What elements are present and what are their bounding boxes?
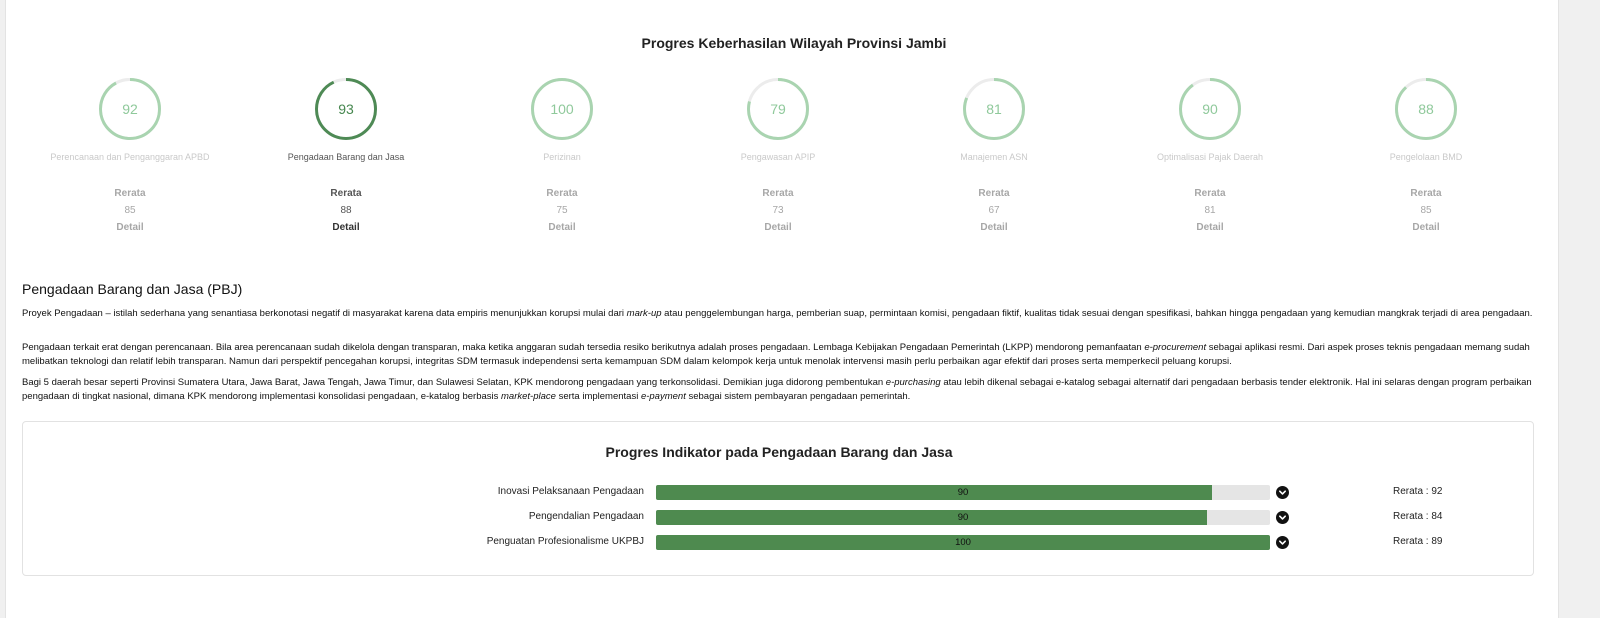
indicator-row: [23, 534, 1535, 550]
card-name: Perizinan: [543, 152, 581, 162]
ring-score: 100: [550, 101, 574, 117]
ring-score: 81: [986, 101, 1002, 117]
section-title: Pengadaan Barang dan Jasa (PBJ): [22, 281, 243, 297]
card-pengawasan[interactable]: [678, 78, 878, 233]
text-run-italic: e-procurement: [1144, 342, 1207, 353]
card-perizinan[interactable]: [462, 78, 662, 233]
detail-link[interactable]: Detail: [548, 222, 576, 233]
card-name: Manajemen ASN: [960, 152, 1028, 162]
chevron-down-icon[interactable]: [1276, 536, 1289, 549]
ring-score: 93: [338, 101, 354, 117]
text-run: serta implementasi: [555, 390, 641, 402]
text-run-italic: market-place: [501, 390, 556, 402]
detail-link[interactable]: Detail: [332, 222, 360, 233]
ring-score: 88: [1418, 101, 1434, 117]
rerata-value: 67: [988, 205, 1000, 216]
progress-ring: [747, 78, 809, 140]
card-name: Pengawasan APIP: [740, 152, 816, 162]
detail-link[interactable]: Detail: [764, 222, 792, 233]
progress-bar-value: 90: [957, 512, 969, 523]
indicator-title: Progres Indikator pada Pengadaan Barang dan Jasa: [605, 444, 953, 460]
indicator-row: [23, 484, 1535, 500]
card-name: Pengelolaan BMD: [1389, 152, 1463, 162]
text-run: atau lebih dikenal sebagai e-katalog sebagai alternatif dari pengadaan berbasis tender elektronik. Hal ini selaras dengan program perbaikan pengadaan di tingkat nasional, dimana KPK mendorong implementasi konsolidasi pengadaan, e-katalog berbasis: [22, 377, 1532, 402]
card-bmd[interactable]: [1326, 78, 1526, 233]
text-run: atau penggelembungan harga, pemberian suap, permintaan komisi, pengadaan fiktif, kualitas tidak sesuai dengan spesifikasi, bahkan hingga pengadaan yang kemudian mangkrak terjadi di area pengadaan.: [661, 308, 1533, 319]
text-run-italic: mark-up: [626, 308, 662, 319]
rerata-label: Rerata: [1194, 188, 1226, 199]
page-title: Progres Keberhasilan Wilayah Provinsi Jambi: [641, 35, 947, 51]
progress-ring: [531, 78, 593, 140]
progress-bar: [656, 510, 1270, 525]
rerata-value: 81: [1204, 205, 1216, 216]
rerata-value: 75: [556, 205, 568, 216]
rerata-value: 88: [340, 205, 352, 216]
text-run-italic: e-payment: [640, 390, 686, 402]
progress-ring: [1395, 78, 1457, 140]
detail-link[interactable]: Detail: [1196, 222, 1224, 233]
text-run: Proyek Pengadaan – istilah sederhana yang senantiasa berkonotasi negatif di masyarakat karena data empiris menunjukkan korupsi mulai dari: [22, 308, 627, 319]
chevron-down-icon[interactable]: [1276, 511, 1289, 524]
detail-link[interactable]: Detail: [980, 222, 1008, 233]
indicator-row: [23, 509, 1535, 525]
rerata-label: Rerata: [546, 188, 578, 199]
text-run: sebagai aplikasi resmi. Dari aspek proses teknis pengadaan memang sudah melibatkan teknologi dan relatif lebih transparan. Namun dari perspektif pencegahan korupsi, integritas SDM termasuk independensi serta kemampuan SDM dalam kelompok kerja untuk menolak intervensi masih perlu perbaikan agar efektif dari proses serta memperkecil peluang korupsi.: [22, 342, 1530, 367]
rerata-value: 85: [1420, 205, 1432, 216]
progress-bar-value: 90: [957, 487, 969, 498]
ring-score: 92: [122, 101, 138, 117]
rerata-label: Rerata: [978, 188, 1010, 199]
indicator-label: Penguatan Profesionalisme UKPBJ: [486, 536, 644, 547]
detail-link[interactable]: Detail: [116, 222, 144, 233]
text-run: Pengadaan terkait erat dengan perencanaan. Bila area perencanaan sudah dikelola dengan transparan, maka ketika anggaran sudah tersedia resiko berikutnya adalah proses pengadaan. Lembaga Kebijakan Pengadaan Pemerintah (LKPP) mendorong pemanfaatan: [22, 342, 1145, 353]
indicator-label: Inovasi Pelaksanaan Pengadaan: [497, 486, 644, 497]
indicator-average: Rerata : 92: [1393, 486, 1443, 497]
card-pengadaan[interactable]: [246, 78, 446, 233]
paragraph-3: [22, 376, 1534, 403]
progress-bar: [656, 535, 1270, 550]
rerata-value: 85: [124, 205, 136, 216]
indicator-label: Pengendalian Pengadaan: [528, 511, 644, 522]
card-name: Optimalisasi Pajak Daerah: [1156, 152, 1264, 162]
card-name: Pengadaan Barang dan Jasa: [287, 152, 405, 162]
rerata-label: Rerata: [330, 188, 362, 199]
indicator-average: Rerata : 89: [1393, 536, 1443, 547]
rerata-label: Rerata: [114, 188, 146, 199]
paragraph-1: [22, 307, 1534, 321]
progress-bar: [656, 485, 1270, 500]
progress-ring: [963, 78, 1025, 140]
text-run: sebagai sistem pembayaran pengadaan pemerintah.: [685, 390, 911, 402]
ring-score: 79: [770, 101, 786, 117]
rerata-label: Rerata: [1410, 188, 1442, 199]
card-name: Perencanaan dan Penganggaran APBD: [50, 152, 210, 162]
ring-score: 90: [1202, 101, 1218, 117]
progress-ring: [99, 78, 161, 140]
detail-link[interactable]: Detail: [1412, 222, 1440, 233]
text-run: Bagi 5 daerah besar seperti Provinsi Sumatera Utara, Jawa Barat, Jawa Tengah, Jawa Timur, dan Sulawesi Selatan, KPK mendorong pengadaan yang terkonsolidasi. Demikian juga didorong pembentukan: [22, 377, 886, 388]
text-run-italic: e-purchasing: [885, 377, 941, 388]
card-manajemen-asn[interactable]: [894, 78, 1094, 233]
progress-ring: [315, 78, 377, 140]
rerata-value: 73: [772, 205, 784, 216]
rerata-label: Rerata: [762, 188, 794, 199]
indicator-average: Rerata : 84: [1393, 511, 1443, 522]
card-pajak-daerah[interactable]: [1110, 78, 1310, 233]
chevron-down-icon[interactable]: [1276, 486, 1289, 499]
indicator-panel: [22, 421, 1534, 576]
progress-ring: [1179, 78, 1241, 140]
progress-bar-value: 100: [955, 537, 971, 548]
card-perencanaan[interactable]: [30, 78, 230, 233]
paragraph-2: [22, 341, 1534, 368]
progress-cards: [24, 78, 1558, 258]
